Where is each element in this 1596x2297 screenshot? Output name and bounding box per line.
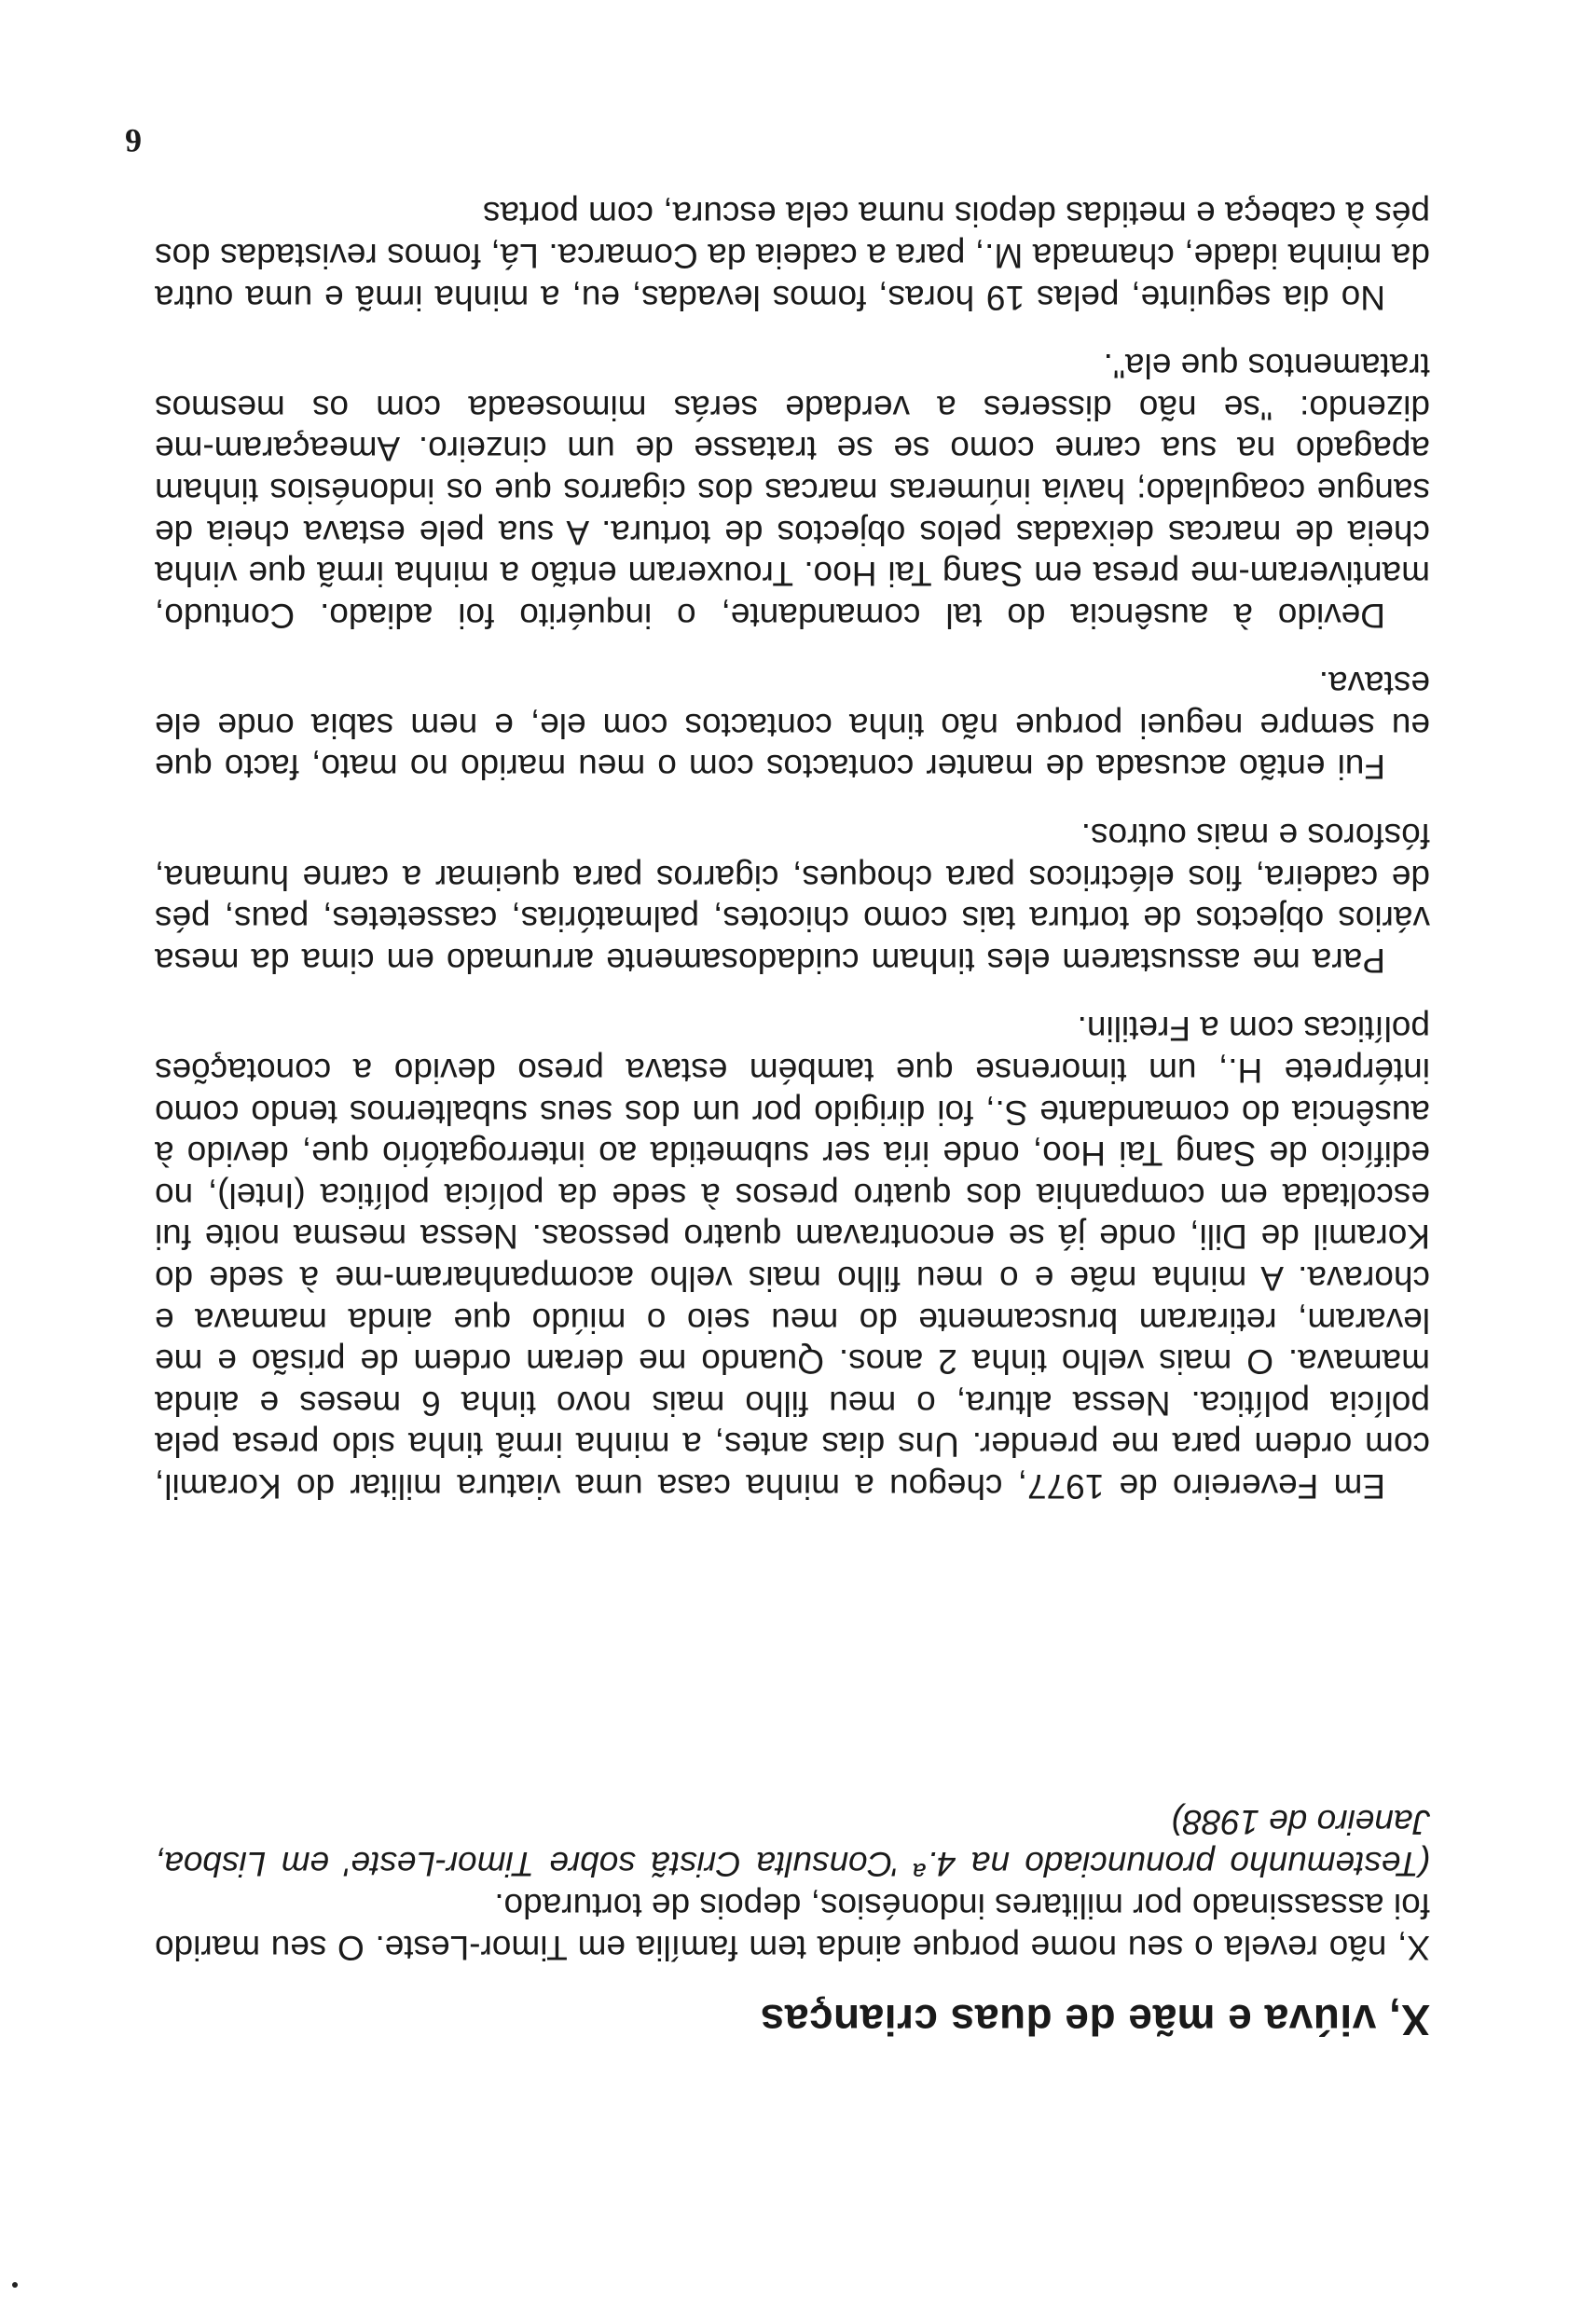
- body-text: [155, 166, 1430, 1506]
- paragraph: Para me assustarem eles tinham cuidadosamente arrumado em cima da mesa vários objectos de tortura tais como chicotes, palmatórias, cassetetes, paus, pés de cadeira, fios eléctricos para choques, cigarros para queimar a carne humana, fósforos e mais outros.: [155, 817, 1430, 980]
- paragraph: No dia seguinte, pelas 19 horas, fomos levadas, eu, a minha irmã e uma outra da minha idade, chamada M., para a cadeia da Comarca. Lá, fomos revistadas dos pés à cabeça e metidas depois numa cela escura, com portas: [155, 195, 1430, 317]
- paragraph: Em Fevereiro de 1977, chegou a minha casa uma viatura militar do Koramil, com ordem para me prender. Uns dias antes, a minha irmã tinha sido presa pela polícia política. Nessa altura, o meu filho mais novo tinha 6 meses e ainda mamava. O mais velho tinha 2 anos. Quando me deram ordem de prisão e me levaram, retiraram bruscamente do meu seio o miúdo que ainda mamava e chorava. A minha mãe e o meu filho mais velho acompanharam-me à sede do Koramil de Dili, onde já se encontravam quatro pessoas. Nessa mesma noite fui escoltada em companhia dos quatro presos à sede da polícia política (Intel), no edifício de Sang Tai Hoo, onde iria ser submetida ao interrogatório que, devido à ausência do comandante S., foi dirigido por um dos seus subalternos tendo como intérprete H., um timorense que também estava preso devido a conotações políticas com a Fretilin.: [155, 1010, 1430, 1506]
- document-heading: X, viúva e mãe de duas crianças: [760, 1996, 1430, 2044]
- intro-lead: X, não revela o seu nome porque ainda tem família em Timor-Leste. O seu marido foi assassinado por militares indonésios, depois de torturado.: [155, 1887, 1430, 1967]
- paragraph: Fui então acusada de manter contactos com o meu marido no mato, facto que eu sempre neguei porque não tinha contactos com ele, e nem sabia onde ele estava.: [155, 665, 1430, 787]
- intro-text: [155, 1801, 1430, 1969]
- page-number: 6: [125, 122, 142, 159]
- intro-source: (Testemunho pronunciado na 4.ª 'Consulta Cristã sobre Timor-Leste' em Lisboa, Janeiro de 1988): [155, 1803, 1430, 1883]
- paragraph: Devido à ausência do tal comandante, o inquérito foi adiado. Contudo, mantiveram-me presa em Sang Tai Hoo. Trouxeram então a minha irmã que vinha cheia de marcas deixadas pelos objectos de tortura. A sua pele estava cheia de sangue coagulado; havia inúmeras marcas dos cigarros que os indonésios tinham apagado na sua carne como se se tratasse de um cinzeiro. Ameaçaram-me dizendo: "se não disseres a verdade serás mimoseada com os mesmos tratamentos que ela".: [155, 347, 1430, 635]
- speck-mark: [12, 2282, 18, 2288]
